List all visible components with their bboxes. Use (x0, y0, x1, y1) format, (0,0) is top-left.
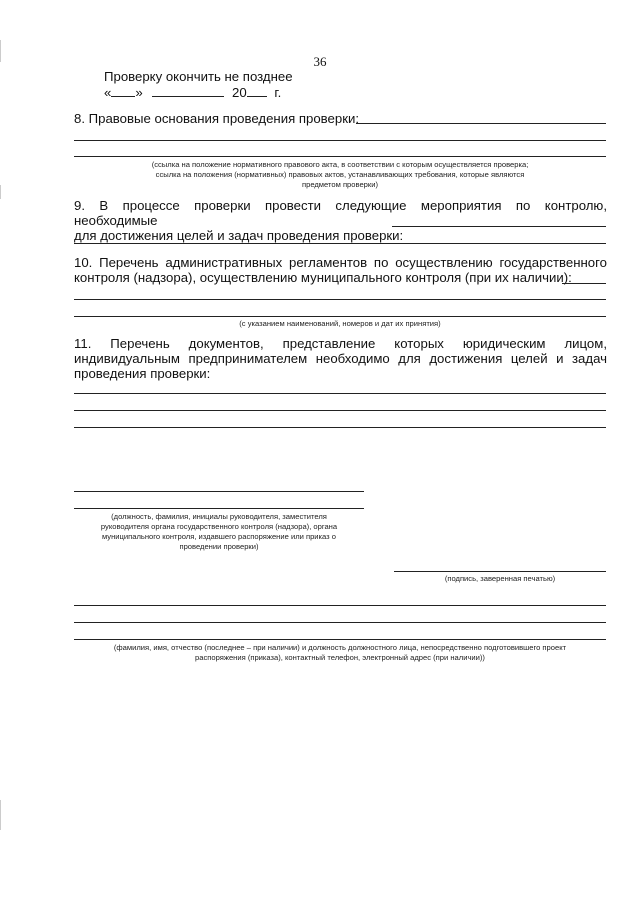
position-line (74, 508, 364, 509)
position-note (74, 512, 364, 552)
day-blank (111, 85, 135, 97)
section8-line (74, 156, 606, 157)
month-blank (152, 85, 224, 97)
section9-line: 9. В процессе проверки провести следующие мероприятия по контролю, необходимые (74, 198, 607, 228)
preparer-note (74, 643, 606, 663)
year-prefix: 20 (232, 85, 247, 100)
section9-heading (74, 198, 607, 243)
section9-line (74, 243, 606, 244)
section11-line: индивидуальным предпринимателем необходимо для достижения целей и задач (74, 351, 607, 366)
signature-line (394, 571, 606, 572)
year-suffix: г. (274, 85, 282, 100)
preparer-line (74, 622, 606, 623)
year-blank (247, 85, 267, 97)
section11-heading (74, 336, 607, 381)
section11-line (74, 410, 606, 411)
section9-fill-line (392, 226, 606, 227)
section8-note-line: ссылка на положения (нормативных) правовых актов, устанавливающих требования, которые являются (155, 170, 525, 179)
preparer-note-line: (фамилия, имя, отчество (последнее – при наличии) и должность должностного лица, непосредственно подготовившего проект (113, 643, 567, 652)
section11-line: 11. Перечень документов, представление которых юридическим лицом, (74, 336, 607, 351)
signature-note: (подпись, заверенная печатью) (444, 574, 556, 583)
section8-line (74, 140, 606, 141)
scan-edge-mark (0, 185, 1, 199)
section10-line (74, 299, 606, 300)
position-line (74, 491, 364, 492)
position-note-line: (должность, фамилия, инициалы руководителя, заместителя (111, 512, 327, 521)
section11-line (74, 393, 606, 394)
preparer-line (74, 639, 606, 640)
preparer-line (74, 605, 606, 606)
position-note-line: проведении проверки) (179, 542, 259, 551)
section11-line: проведения проверки: (74, 366, 211, 381)
section10-note: (с указанием наименований, номеров и дат их принятия) (239, 319, 441, 328)
position-note-line: муниципального контроля, издавшего распоряжение или приказ о (102, 532, 336, 541)
section8-note (74, 160, 606, 190)
position-note-line: руководителя органа государственного контроля (надзора), органа (100, 522, 338, 531)
section8-title: 8. Правовые основания проведения проверки: (74, 111, 360, 126)
section10-line (74, 316, 606, 317)
section11-line (74, 427, 606, 428)
preparer-note-line: распоряжения (приказа), контактный телефон, электронный адрес (при наличии)) (195, 653, 485, 662)
scan-edge-mark (0, 800, 1, 830)
page-number: 36 (313, 54, 327, 69)
section8-note-line: предметом проверки) (301, 180, 378, 189)
section10-fill-line (562, 283, 606, 284)
deadline-label: Проверку окончить не позднее (104, 69, 293, 84)
deadline-date-line (104, 85, 281, 100)
section9-line: для достижения целей и задач проведения проверки: (74, 228, 404, 243)
section10-heading (74, 255, 607, 285)
quote-close: » (135, 85, 143, 100)
quote-open: « (104, 85, 112, 100)
section10-line: контроля (надзора), осуществлению муниципального контроля (при их наличии): (74, 270, 572, 285)
section8-fill-line (356, 123, 606, 124)
section8-note-line: (ссылка на положение нормативного правового акта, в соответствии с которым осуществляется проверка; (151, 160, 529, 169)
section10-line: 10. Перечень административных регламентов по осуществлению государственного (74, 255, 607, 270)
